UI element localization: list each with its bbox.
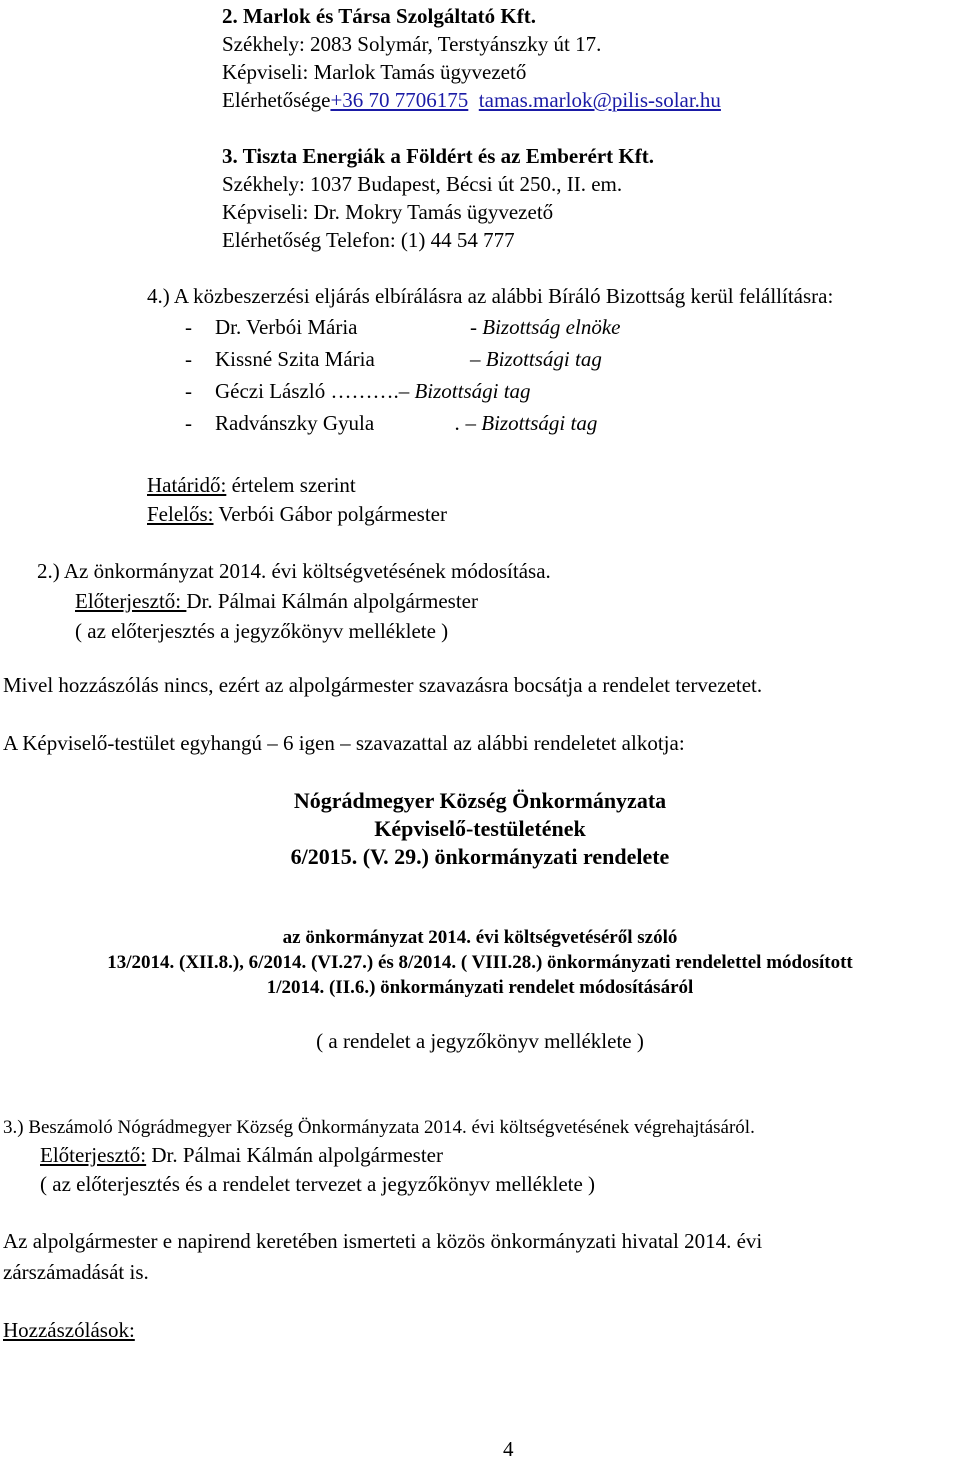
company2-phone-link[interactable]: +36 70 7706175	[330, 88, 469, 112]
company2-contact-label: Elérhetősége	[222, 88, 331, 112]
company2-contact	[222, 87, 721, 113]
list-dash: -	[185, 411, 192, 435]
item2-attachment: ( az előterjesztés a jegyzőkönyv melléklete )	[75, 619, 449, 643]
company3-representative: Képviseli: Dr. Mokry Tamás ügyvezető	[222, 200, 554, 224]
vote-text: A Képviselő-testület egyhangú – 6 igen – szavazattal az alábbi rendeletet alkotja:	[3, 731, 685, 755]
member-name: Dr. Verbói Mária	[215, 315, 358, 339]
item2-presenter	[75, 588, 478, 614]
deadline-label: Határidő:	[147, 473, 227, 497]
member-role: – Bizottsági tag	[398, 379, 531, 403]
item3-paragraph-line1: Az alpolgármester e napirend keretében ismerteti a közös önkormányzati hivatal 2014. évi	[3, 1229, 763, 1253]
committee-member	[185, 378, 531, 404]
company2-representative: Képviseli: Marlok Tamás ügyvezető	[222, 60, 527, 84]
decree-title-line1: Nógrádmegyer Község Önkormányzata	[293, 788, 667, 813]
decree-subtitle-line2: 13/2014. (XII.8.), 6/2014. (VI.27.) és 8/2014. ( VIII.28.) önkormányzati rendelettel módosított	[107, 952, 853, 973]
company3-contact: Elérhetőség Telefon: (1) 44 54 777	[222, 228, 515, 252]
decree-subtitle-line1: az önkormányzat 2014. évi költségvetéséről szóló	[282, 927, 678, 948]
list-dash: -	[185, 347, 192, 371]
item3-title-text: 3.) Beszámoló Nógrádmegyer Község Önkormányzata 2014. évi költségvetésének végrehajtásáról.	[3, 1117, 755, 1138]
member-role: - Bizottság elnöke	[470, 315, 621, 339]
item3-presenter	[40, 1142, 443, 1168]
member-role: – Bizottsági tag	[470, 347, 602, 371]
decree-attachment: ( a rendelet a jegyzőkönyv melléklete )	[316, 1029, 644, 1053]
company3-address: Székhely: 1037 Budapest, Bécsi út 250., II. em.	[222, 172, 623, 196]
committee-member	[185, 410, 597, 436]
item3-attachment: ( az előterjesztés és a rendelet tervezet a jegyzőkönyv melléklete )	[40, 1172, 596, 1196]
member-name: Kissné Szita Mária	[215, 347, 375, 371]
deadline-line	[147, 472, 356, 498]
comments-label: Hozzászólások:	[3, 1318, 135, 1342]
member-role: . – Bizottsági tag	[455, 411, 598, 435]
committee-heading: 4.) A közbeszerzési eljárás elbírálásra az alábbi Bíráló Bizottság kerül felállításra:	[147, 284, 834, 308]
list-dash: -	[185, 379, 192, 403]
presenter-value: Dr. Pálmai Kálmán alpolgármester	[146, 1143, 443, 1167]
list-dash: -	[185, 315, 192, 339]
presenter-value: Dr. Pálmai Kálmán alpolgármester	[186, 589, 478, 613]
company2-address: Székhely: 2083 Solymár, Terstyánszky út 17.	[222, 32, 602, 56]
decree-subtitle-line3: 1/2014. (II.6.) önkormányzati rendelet módosításáról	[266, 977, 694, 998]
member-name: Géczi László ……….	[215, 379, 399, 403]
responsible-line	[147, 501, 447, 527]
company3-title: 3. Tiszta Energiák a Földért és az Emberért Kft.	[222, 144, 654, 168]
decree-title-line2: Képviselő-testületének	[374, 816, 586, 841]
no-comment-text: Mivel hozzászólás nincs, ezért az alpolgármester szavazásra bocsátja a rendelet tervezetet.	[3, 673, 763, 697]
item2-title: 2.) Az önkormányzat 2014. évi költségvetésének módosítása.	[37, 559, 551, 583]
company2-email-link[interactable]: tamas.marlok@pilis-solar.hu	[478, 88, 721, 112]
committee-member	[185, 346, 602, 372]
committee-member	[185, 314, 620, 340]
deadline-value: értelem szerint	[226, 473, 356, 497]
item3-title	[3, 1113, 755, 1141]
presenter-label: Előterjesztő:	[40, 1143, 147, 1167]
item3-paragraph-line2: zárszámadását is.	[3, 1260, 149, 1284]
decree-title-line3: 6/2015. (V. 29.) önkormányzati rendelete	[290, 844, 670, 869]
responsible-value: Verbói Gábor polgármester	[213, 502, 447, 526]
responsible-label: Felelős:	[147, 502, 214, 526]
page-number: 4	[503, 1437, 514, 1461]
company2-title: 2. Marlok és Társa Szolgáltató Kft.	[222, 4, 536, 28]
member-name: Radvánszky Gyula	[215, 411, 375, 435]
presenter-label: Előterjesztő:	[75, 589, 187, 613]
